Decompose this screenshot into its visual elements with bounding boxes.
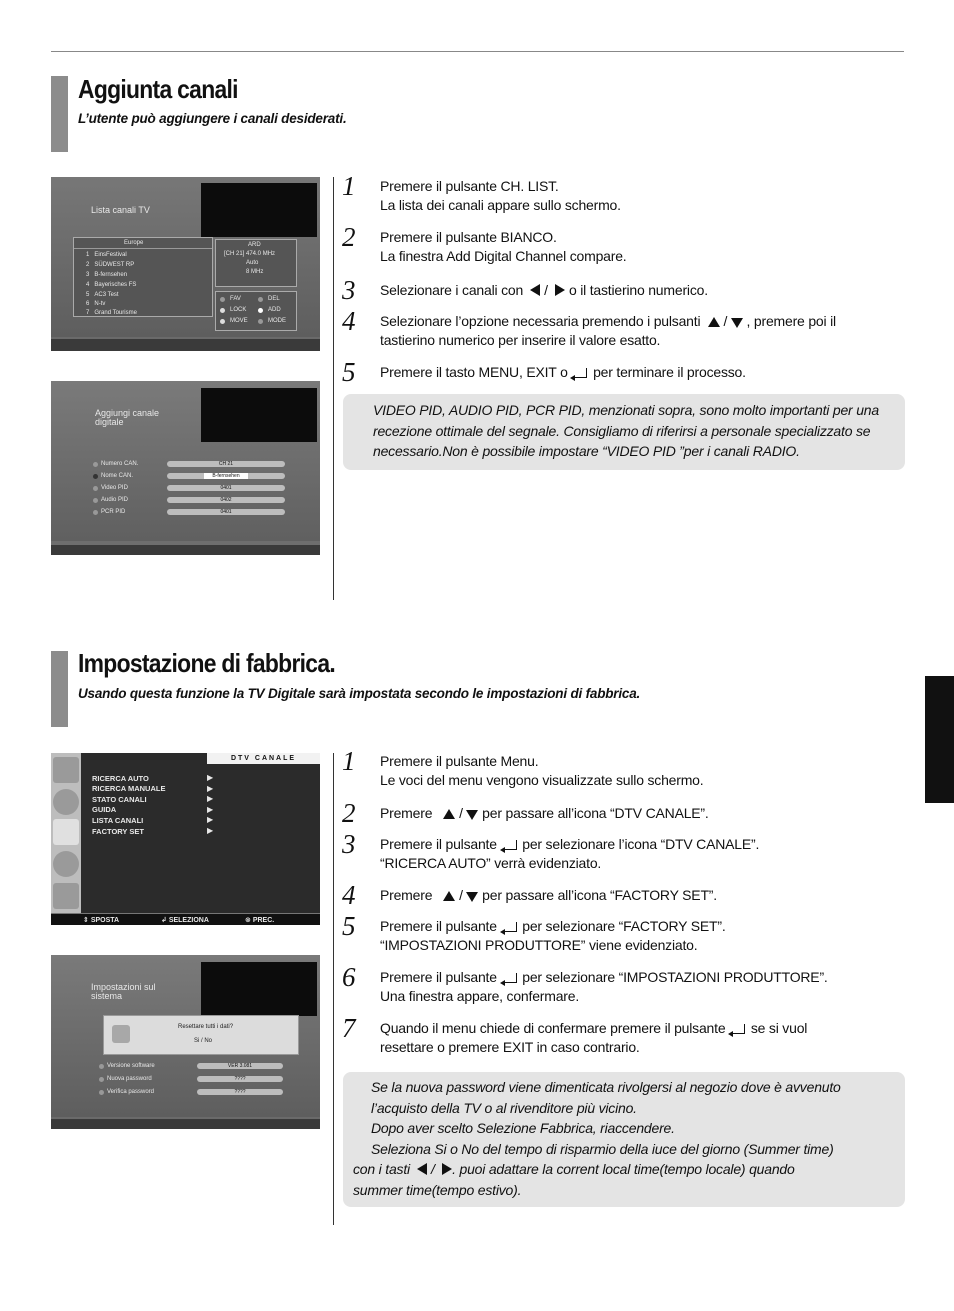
list-item[interactable]: 4 Bayerisches FS <box>86 282 137 288</box>
section-bar <box>51 651 68 727</box>
menu-footer <box>51 913 320 925</box>
section-title: Aggiunta canali <box>78 74 238 104</box>
enter-icon <box>503 973 517 983</box>
move-hint: ⇕ SPOSTA <box>83 917 120 924</box>
section-title: Impostazione di fabbrica. <box>78 648 336 678</box>
list-item[interactable]: 1 EinsFestival <box>86 252 127 258</box>
menu-item[interactable]: LISTA CANALI <box>92 816 144 825</box>
antenna-icon[interactable] <box>53 819 79 845</box>
menu-item[interactable]: RICERCA MANUALE <box>92 784 166 793</box>
list-item[interactable]: 5 AC3 Test <box>86 292 119 298</box>
section-bar <box>51 76 68 152</box>
sound-icon[interactable] <box>53 789 79 815</box>
mode-option[interactable]: MODE <box>268 318 286 324</box>
list-item[interactable]: 2 SÜDWEST RP <box>86 262 135 268</box>
video-pid-field[interactable]: 0401 <box>167 485 285 491</box>
menu-item[interactable]: GUIDA <box>92 805 117 814</box>
tv-preview <box>201 388 317 442</box>
back-hint: ⊗ PREC. <box>245 917 275 924</box>
down-arrow-icon <box>466 892 478 902</box>
menu-header: DTV CANALE <box>207 753 320 764</box>
note-box: VIDEO PID, AUDIO PID, PCR PID, menzionati sopra, sono molto importanti per una recezione ottimale del segnale. Consigliamo di riferirsi a personale specializzato se necessario.Non è possibile impostare “VIDEO PID ”per i canali RADIO. <box>343 394 905 470</box>
up-arrow-icon <box>708 317 720 327</box>
column-divider <box>333 177 334 600</box>
tv-icon[interactable] <box>53 757 79 783</box>
up-arrow-icon <box>443 891 455 901</box>
left-arrow-icon <box>417 1163 427 1175</box>
lock-option[interactable]: LOCK <box>230 307 247 313</box>
up-arrow-icon <box>443 809 455 819</box>
add-option[interactable]: ADD <box>268 307 281 313</box>
tv-preview <box>201 962 317 1016</box>
warning-icon <box>112 1025 130 1043</box>
screen-title: Aggiungi canale digitale <box>95 408 160 427</box>
section-subtitle: Usando questa funzione la TV Digitale sarà impostata secondo le impostazioni di fabbrica. <box>78 686 641 701</box>
yes-no-buttons[interactable]: Si / No <box>194 1038 213 1044</box>
tv-preview <box>201 183 317 237</box>
channel-info-box: ARD [CH 21] 474.0 MHz Auto 8 MHz <box>215 239 297 287</box>
audio-pid-field[interactable]: 0402 <box>167 497 285 503</box>
list-item[interactable]: 7 Grand Tourisme <box>86 310 137 316</box>
enter-icon <box>503 922 517 932</box>
confirm-dialog: Resettare tutti i dati? Si / No <box>103 1015 299 1055</box>
section-subtitle: L’utente può aggiungere i canali desiderati. <box>78 111 347 126</box>
channel-number-field[interactable]: CH 21 <box>167 461 285 467</box>
side-tab <box>925 676 954 803</box>
move-option[interactable]: MOVE <box>230 318 248 324</box>
down-arrow-icon <box>731 318 743 328</box>
verify-password-field[interactable]: ???? <box>197 1089 283 1095</box>
top-rule <box>51 51 904 52</box>
menu-item[interactable]: STATO CANALI <box>92 795 147 804</box>
channel-list-box: Europe 1 EinsFestival 2 SÜDWEST RP 3 B-fernsehen 4 Bayerisches FS 5 AC3 Test 6 N-tv 7 Grand Tourisme <box>73 237 213 317</box>
down-arrow-icon <box>466 810 478 820</box>
add-channel-screenshot: Aggiungi canale digitale Numero CAN. CH 21 Nome CAN. B-fernsehen Video PID 0401 Audio PID 0402 PCR PID 0401 <box>51 381 320 555</box>
setup-icon[interactable] <box>53 883 79 909</box>
dtv-menu-screenshot <box>51 753 320 925</box>
left-arrow-icon <box>530 284 540 296</box>
note-box: Se la nuova password viene dimenticata rivolgersi al negozio dove è avvenuto l’acquisto della TV o al rivenditore più vicino. Dopo aver scelto Selezione Fabbrica, riaccendere. Seleziona Si o No del tempo di risparmio della iuce del giorno (Summer time) con i tasti / . puoi adattare la corrent local time(tempo locale) quando summer time(tempo estivo). <box>343 1072 905 1207</box>
column-divider <box>333 753 334 1225</box>
select-hint: ↲ SELEZIONA <box>161 917 209 924</box>
options-box <box>215 291 297 331</box>
screen-title: Lista canali TV <box>91 205 150 215</box>
del-option[interactable]: DEL <box>268 296 280 302</box>
clock-icon[interactable] <box>53 851 79 877</box>
right-arrow-icon <box>442 1163 452 1175</box>
right-arrow-icon <box>555 284 565 296</box>
list-item[interactable]: 6 N-tv <box>86 301 106 307</box>
menu-item[interactable]: FACTORY SET <box>92 827 144 836</box>
pcr-pid-field[interactable]: 0401 <box>167 509 285 515</box>
channel-list-screenshot <box>51 177 320 351</box>
software-version: VER 3.081 <box>197 1063 283 1069</box>
system-settings-screenshot: Impostazioni sul sistema Resettare tutti i dati? Si / No Versione software VER 3.081 Nuova password ???? Verifica password ???? <box>51 955 320 1129</box>
enter-icon <box>503 840 517 850</box>
submenu-arrows: ▶ ▶ ▶ ▶ ▶ ▶ <box>207 773 214 835</box>
enter-icon <box>731 1024 745 1034</box>
channel-name-field[interactable]: B-fernsehen <box>167 473 285 479</box>
screen-title: Impostazioni sul sistema <box>91 982 156 1001</box>
new-password-field[interactable]: ???? <box>197 1076 283 1082</box>
enter-icon <box>573 368 587 378</box>
list-item[interactable]: 3 B-fernsehen <box>86 272 128 278</box>
fav-option[interactable]: FAV <box>230 296 241 302</box>
menu-item[interactable]: RICERCA AUTO <box>92 774 149 783</box>
